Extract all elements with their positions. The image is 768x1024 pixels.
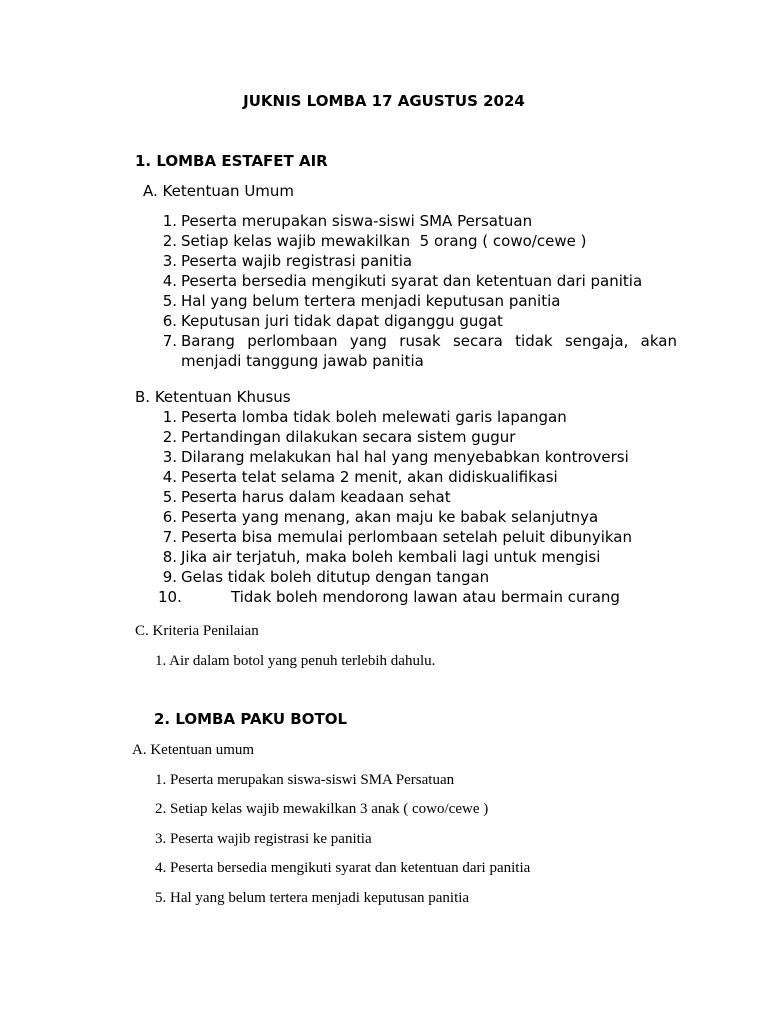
section-1-part-b-heading: B. Ketentuan Khusus <box>135 388 291 406</box>
list-item: 3. Peserta wajib registrasi panitia <box>162 252 413 270</box>
list-item: 7. Peserta bisa memulai perlombaan setelah peluit dibunyikan <box>162 528 632 546</box>
list-item: 6. Peserta yang menang, akan maju ke babak selanjutnya <box>162 508 599 526</box>
list-item: 1. Peserta lomba tidak boleh melewati garis lapangan <box>162 408 567 426</box>
section-1-part-b-list <box>155 407 677 607</box>
section-2-part-a-item: 2. Setiap kelas wajib mewakilkan 3 anak ( cowo/cewe ) <box>155 801 489 817</box>
list-item: 1. Peserta merupakan siswa-siswi SMA Persatuan <box>162 212 533 230</box>
document-title: JUKNIS LOMBA 17 AGUSTUS 2024 <box>243 92 525 110</box>
list-item: 2. Setiap kelas wajib mewakilkan 5 orang ( cowo/cewe ) <box>162 232 587 250</box>
list-item: 7. Barang perlombaan yang rusak secara tidak sengaja, akan menjadi tanggung jawab panitia <box>162 332 677 370</box>
section-2-part-a-item: 4. Peserta bersedia mengikuti syarat dan ketentuan dari panitia <box>155 860 531 876</box>
list-item: 6. Keputusan juri tidak dapat diganggu gugat <box>162 312 503 330</box>
section-2-part-a-heading: A. Ketentuan umum <box>132 742 255 758</box>
list-item: 10. Tidak boleh mendorong lawan atau bermain curang <box>158 588 620 606</box>
list-item: 9. Gelas tidak boleh ditutup dengan tangan <box>162 568 490 586</box>
list-item: 2. Pertandingan dilakukan secara sistem gugur <box>162 428 516 446</box>
list-item: 5. Hal yang belum tertera menjadi keputusan panitia <box>162 292 561 310</box>
section-1-part-c-item: 1. Air dalam botol yang penuh terlebih dahulu. <box>155 653 436 669</box>
section-1-part-a-list <box>155 211 677 371</box>
list-item: 8. Jika air terjatuh, maka boleh kembali lagi untuk mengisi <box>162 548 601 566</box>
section-2-part-a-item: 5. Hal yang belum tertera menjadi keputusan panitia <box>155 890 470 906</box>
list-item: 3. Dilarang melakukan hal hal yang menyebabkan kontroversi <box>162 448 629 466</box>
section-2-part-a-item: 3. Peserta wajib registrasi ke panitia <box>155 831 372 847</box>
section-2-heading: 2. LOMBA PAKU BOTOL <box>154 710 348 728</box>
list-item: 4. Peserta telat selama 2 menit, akan didiskualifikasi <box>162 468 558 486</box>
section-1-heading: 1. LOMBA ESTAFET AIR <box>135 152 328 170</box>
section-1-part-a-heading: A. Ketentuan Umum <box>143 182 295 200</box>
list-item: 4. Peserta bersedia mengikuti syarat dan ketentuan dari panitia <box>162 272 643 290</box>
section-1-part-c-heading: C. Kriteria Penilaian <box>135 623 259 639</box>
list-item: 5. Peserta harus dalam keadaan sehat <box>162 488 451 506</box>
section-2-part-a-item: 1. Peserta merupakan siswa-siswi SMA Persatuan <box>155 772 455 788</box>
